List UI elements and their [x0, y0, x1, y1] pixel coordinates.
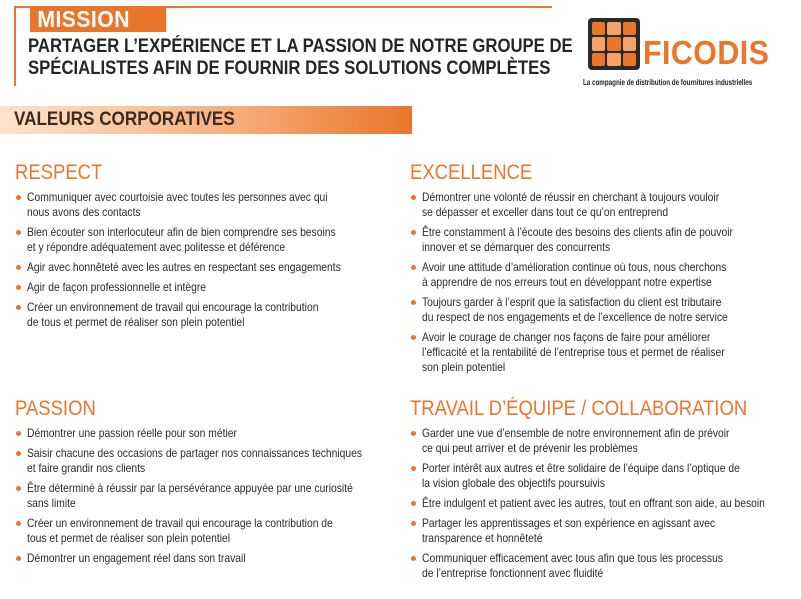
- bullet-icon: [16, 285, 21, 290]
- list-item: [15, 446, 400, 476]
- list-item: [410, 225, 795, 255]
- section-excellence: [410, 160, 795, 380]
- bullet-icon: [411, 230, 416, 235]
- list-item: [15, 516, 400, 546]
- list-item: [15, 190, 400, 220]
- list-item-text: Saisir chacune des occasions de partager nos connaissances techniques et faire grandir nos clients: [27, 446, 363, 475]
- list-item: [15, 481, 400, 511]
- list-item-text: Démontrer un engagement réel dans son travail: [27, 551, 246, 565]
- list-item-text: Bien écouter son interlocuteur afin de bien comprendre ses besoins et y répondre adéquatement avec politesse et déférence: [27, 225, 336, 254]
- bullet-icon: [411, 521, 416, 526]
- section-title: PASSION: [15, 397, 96, 420]
- logo-tagline: La compagnie de distribution de fournitures industrielles: [583, 78, 753, 87]
- list-item-text: Démontrer une passion réelle pour son métier: [27, 426, 237, 440]
- list-item: [410, 551, 795, 581]
- list-item-text: Créer un environnement de travail qui encourage la contribution de tous et permet de réaliser son plein potentiel: [27, 516, 333, 545]
- value-list: [410, 426, 795, 581]
- values-title: VALEURS CORPORATIVES: [14, 109, 235, 130]
- list-item-text: Communiquer efficacement avec tous afin que tous les processus de l’entreprise fonctionnent avec fluidité: [422, 551, 723, 580]
- bullet-icon: [16, 451, 21, 456]
- list-item: [15, 426, 400, 441]
- list-item-text: Garder une vue d’ensemble de notre environnement afin de prévoir ce qui peut arriver et de prévenir les problèmes: [422, 426, 730, 455]
- list-item-text: Démontrer une volonté de réussir en cherchant à toujours vouloir se dépasser et exceller dans tout ce qu’on entreprend: [422, 190, 720, 219]
- logo-name: FICODIS: [643, 34, 770, 71]
- mission-tag: MISSION: [30, 6, 166, 32]
- list-item: [15, 551, 400, 566]
- bullet-icon: [16, 305, 21, 310]
- list-item-text: Toujours garder à l’esprit que la satisfaction du client est tributaire du respect de nos engagements et de l’excellence de notre service: [422, 295, 728, 324]
- value-list: [15, 426, 400, 566]
- list-item: [410, 190, 795, 220]
- mission-statement: [28, 36, 573, 80]
- bullet-icon: [16, 431, 21, 436]
- value-list: [410, 190, 795, 375]
- list-item-text: Agir avec honnêteté avec les autres en respectant ses engagements: [27, 260, 341, 274]
- bullet-icon: [16, 556, 21, 561]
- list-item-text: Avoir une attitude d’amélioration continue où tous, nous cherchons à apprendre de nos erreurs tout en développant notre expertise: [422, 260, 727, 289]
- bullet-icon: [411, 195, 416, 200]
- list-item: [410, 330, 795, 375]
- bullet-icon: [411, 556, 416, 561]
- list-item: [15, 280, 400, 295]
- section-title: RESPECT: [15, 161, 103, 184]
- list-item-text: Avoir le courage de changer nos façons de faire pour améliorer l’efficacité et la rentabilité de l’entreprise tous et permet de réaliser son plein potentiel: [422, 330, 725, 374]
- bullet-icon: [16, 265, 21, 270]
- logo-mark-icon: [588, 18, 640, 70]
- list-item: [15, 260, 400, 275]
- list-item-text: Créer un environnement de travail qui encourage la contribution de tous et permet de réaliser son plein potentiel: [27, 300, 319, 329]
- list-item: [410, 516, 795, 546]
- list-item-text: Être indulgent et patient avec les autres, tout en offrant son aide, au besoin: [422, 496, 765, 510]
- bullet-icon: [16, 230, 21, 235]
- bullet-icon: [411, 300, 416, 305]
- bullet-icon: [16, 486, 21, 491]
- ficodis-logo: [583, 16, 793, 90]
- mission-line-2: SPÉCIALISTES AFIN DE FOURNIR DES SOLUTIONS COMPLÈTES: [28, 58, 551, 79]
- list-item: [410, 426, 795, 456]
- bullet-icon: [411, 466, 416, 471]
- bullet-icon: [411, 501, 416, 506]
- list-item: [15, 300, 400, 330]
- list-item-text: Partager les apprentissages et son expérience en agissant avec transparence et honnêteté: [422, 516, 716, 545]
- bullet-icon: [411, 431, 416, 436]
- bullet-icon: [411, 335, 416, 340]
- list-item: [410, 496, 795, 511]
- list-item: [15, 225, 400, 255]
- bullet-icon: [16, 521, 21, 526]
- list-item-text: Communiquer avec courtoisie avec toutes les personnes avec qui nous avons des contacts: [27, 190, 328, 219]
- section-title: TRAVAIL D’ÉQUIPE / COLLABORATION: [410, 397, 748, 420]
- section-respect: [15, 160, 400, 335]
- list-item-text: Porter intérêt aux autres et être solidaire de l’équipe dans l’optique de la vision globale des objectifs poursuivis: [422, 461, 740, 490]
- mission-line-1: PARTAGER L’EXPÉRIENCE ET LA PASSION DE NOTRE GROUPE DE: [28, 36, 573, 57]
- bullet-icon: [16, 195, 21, 200]
- section-travail-equipe: [410, 396, 795, 586]
- bullet-icon: [411, 265, 416, 270]
- list-item: [410, 461, 795, 491]
- value-list: [15, 190, 400, 330]
- list-item: [410, 295, 795, 325]
- list-item: [410, 260, 795, 290]
- list-item-text: Être déterminé à réussir par la persévérance appuyée par une curiosité sans limite: [27, 481, 353, 510]
- section-passion: [15, 396, 400, 571]
- list-item-text: Agir de façon professionnelle et intègre: [27, 280, 207, 294]
- list-item-text: Être constamment à l’écoute des besoins des clients afin de pouvoir innover et se démarquer des concurrents: [422, 225, 733, 254]
- section-title: EXCELLENCE: [410, 161, 533, 184]
